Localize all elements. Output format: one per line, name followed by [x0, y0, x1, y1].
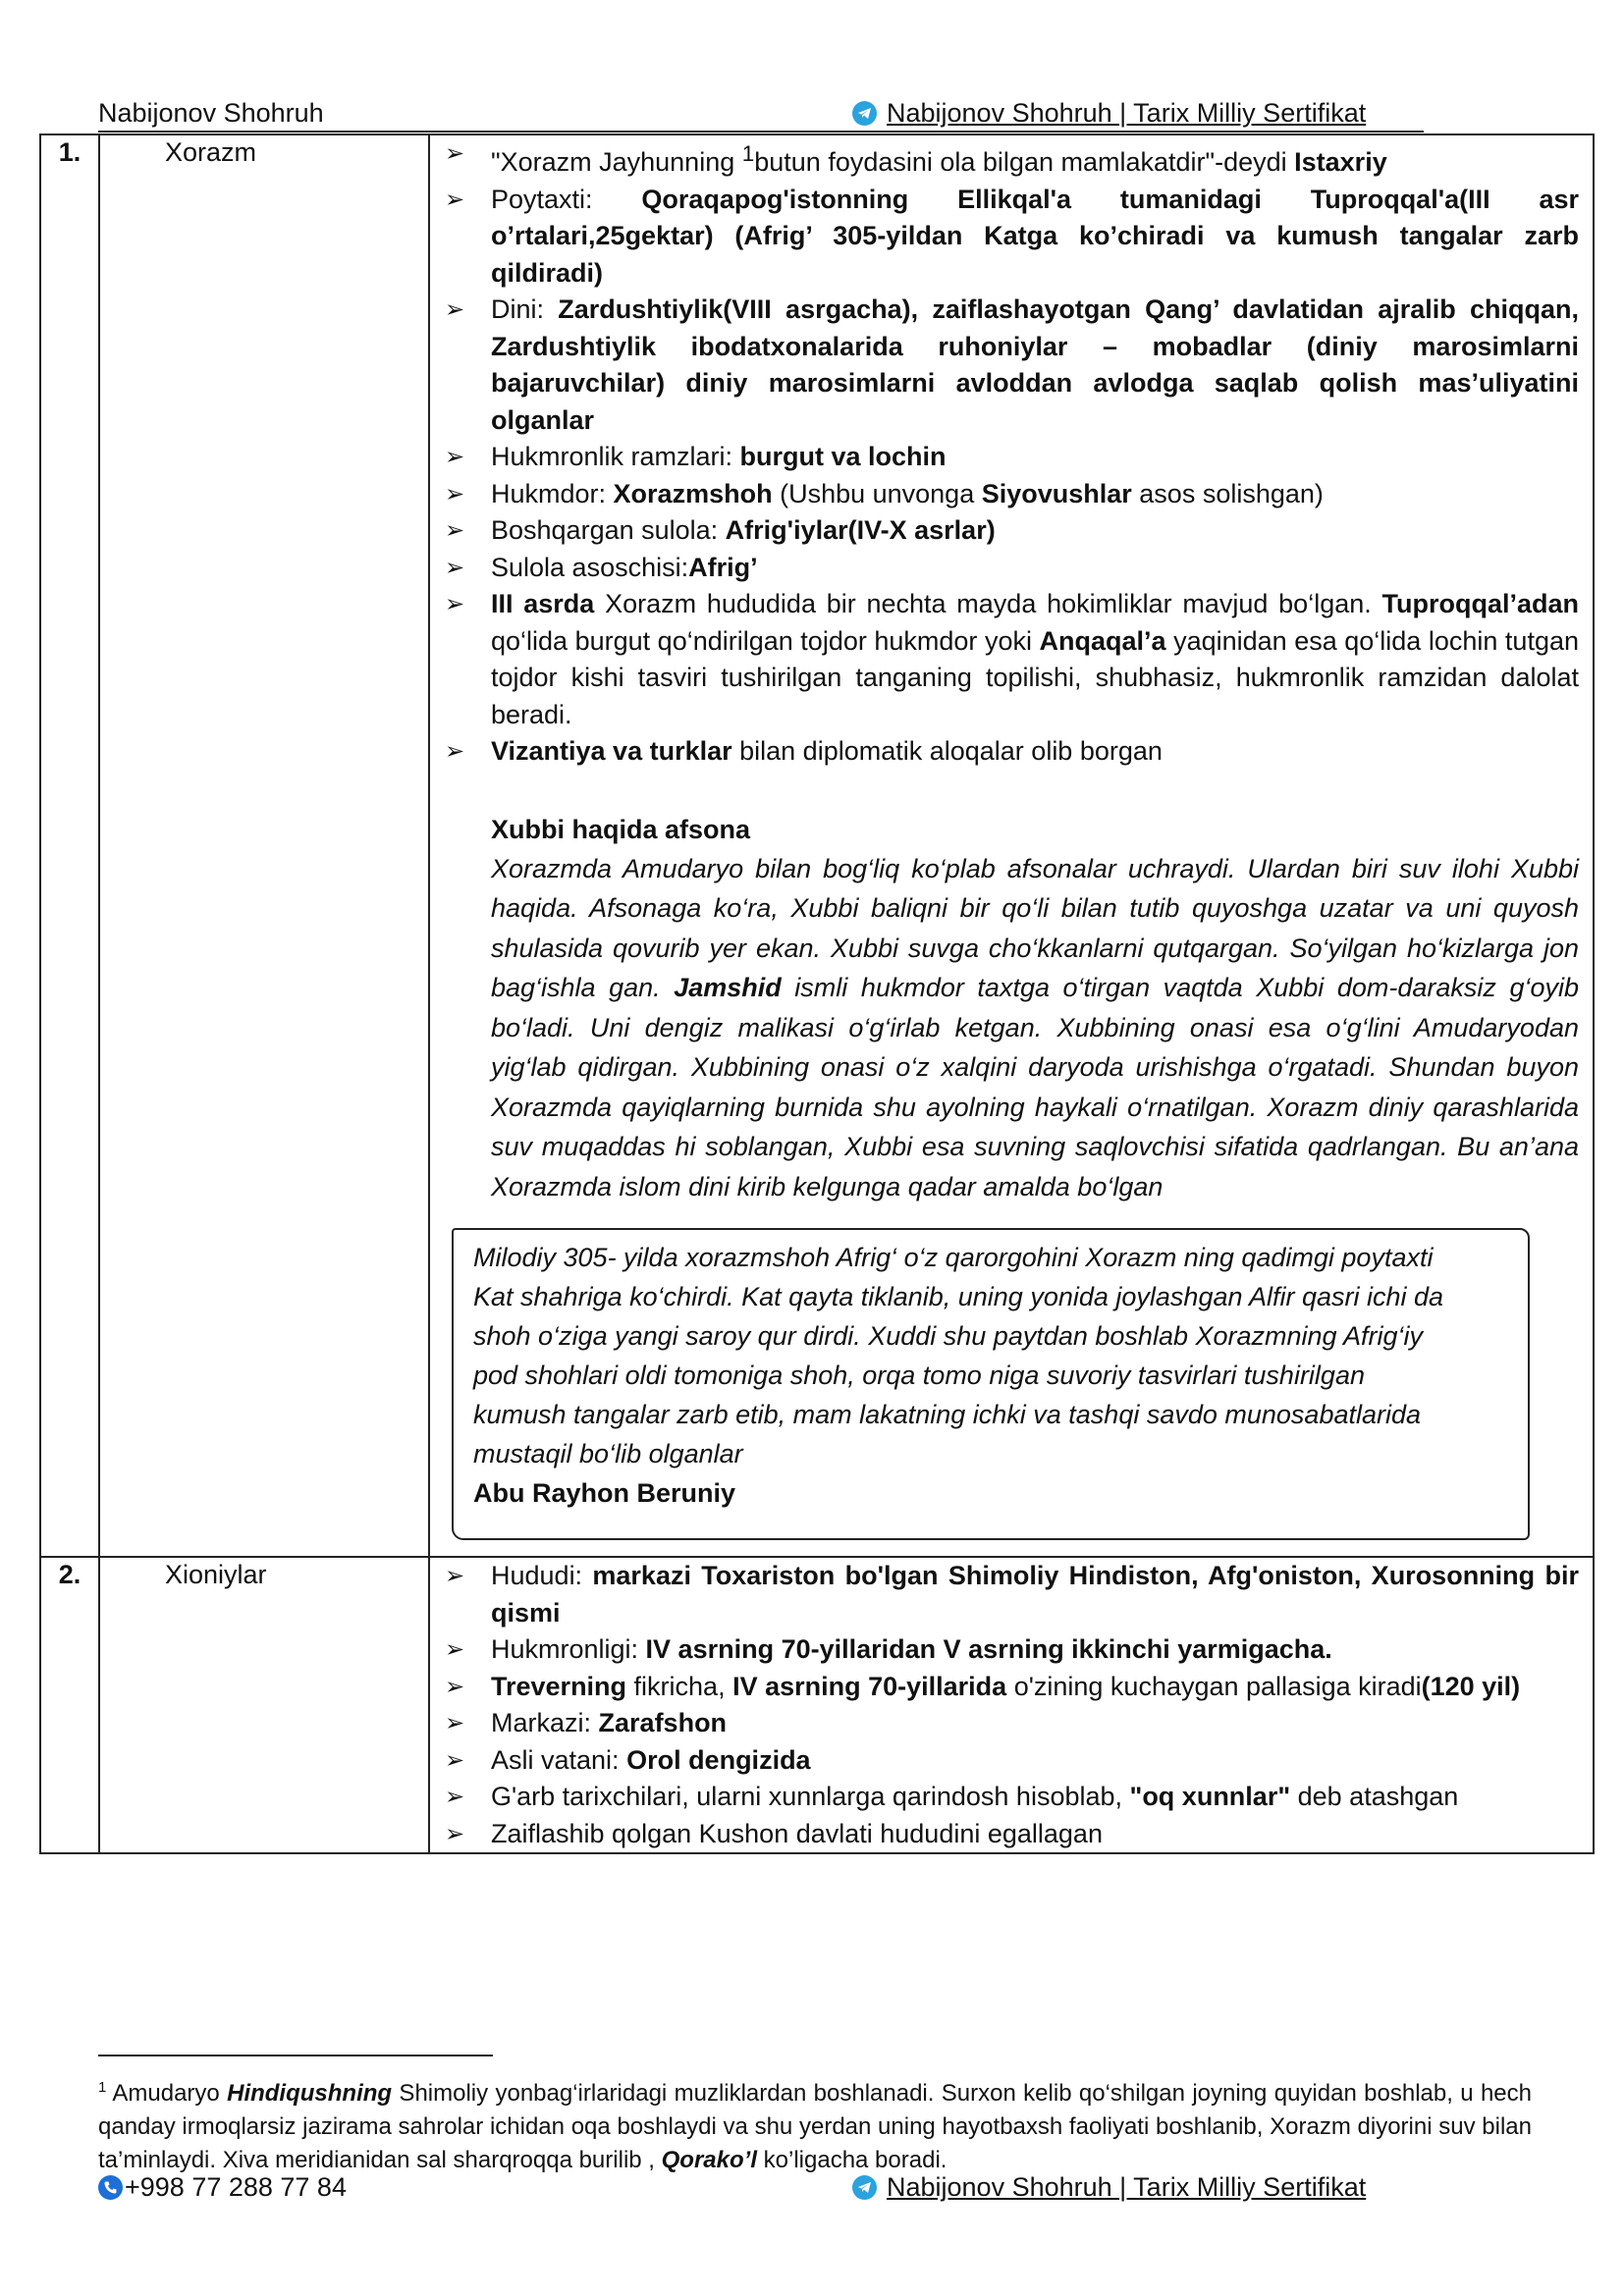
- text-run: ko’ligacha boradi.: [756, 2147, 947, 2173]
- list-item: [440, 512, 1579, 550]
- table-row: [40, 1557, 1594, 1853]
- table-row: [40, 134, 1594, 1557]
- text-run: Afrig'iylar(IV-X asrlar): [725, 515, 996, 545]
- text-run: Jamshid: [674, 973, 782, 1002]
- text-run: 1: [98, 2079, 107, 2096]
- footer-phone[interactable]: [98, 2172, 347, 2203]
- footer-phone-text: +998 77 288 77 84: [125, 2172, 347, 2202]
- list-item: [440, 1779, 1579, 1816]
- list-item: [440, 733, 1579, 771]
- header-channel-text: Nabijonov Shohruh | Tarix Milliy Sertifikat: [887, 98, 1367, 128]
- quote-line: kumush tangalar zarb etib, mam lakatning ichki va tashqi savdo munosabatlarida: [473, 1400, 1422, 1429]
- text-run: Istaxriy: [1294, 147, 1387, 177]
- topics-table: [39, 133, 1595, 1854]
- row-number: 2.: [40, 1557, 99, 1853]
- row-content: [429, 134, 1594, 1557]
- text-run: Hukmronligi:: [491, 1634, 646, 1664]
- header-channel-link[interactable]: [852, 98, 1366, 129]
- list-item: [440, 550, 1579, 587]
- text-run: Siyovushlar: [981, 478, 1132, 508]
- quote-box: [452, 1228, 1530, 1540]
- text-run: Zaiflashib qolgan Kushon davlati hududini egallagan: [491, 1818, 1103, 1848]
- text-run: G'arb tarixchilari, ularni xunnlarga qarindosh hisoblab,: [491, 1782, 1130, 1811]
- row-name: Xorazm: [99, 134, 429, 1557]
- text-run: o'zining kuchaygan pallasiga kiradi: [1006, 1671, 1422, 1701]
- text-run: Hukmdor:: [491, 478, 614, 508]
- text-run: Amudaryo: [106, 2080, 228, 2107]
- text-run: butun foydasini ola bilgan mamlakatdir"-deydi: [754, 147, 1295, 177]
- quote-line: shoh o‘ziga yangi saroy qur dirdi. Xuddi shu paytdan boshlab Xorazmning Afrig‘iy: [473, 1321, 1424, 1351]
- text-run: (Ushbu unvonga: [772, 478, 982, 508]
- list-item: [440, 292, 1579, 439]
- quote-author: Abu Rayhon Beruniy: [473, 1478, 736, 1508]
- quote-line: mustaqil bo‘lib olganlar: [473, 1439, 743, 1468]
- text-run: Hindiqushning: [227, 2080, 393, 2107]
- legend-block: [491, 810, 1579, 1207]
- list-item: [440, 182, 1579, 293]
- row-name: Xioniylar: [99, 1557, 429, 1853]
- text-run: Poytaxti:: [491, 184, 642, 214]
- text-run: Xorazmda Amudaryo bilan bog‘liq ko‘plab afsonalar uchraydi. Ulardan biri suv ilohi Xubbi haqida. Afsonaga ko‘ra, Xubbi baliqni bir qo‘li bilan tutib quyoshga uzatar va uni quyosh shulasida qovurib yer ekan. Xubbi suvga cho‘kkanlarni qutqargan. So‘yilgan ho‘kizlarga jon bag‘ishla gan.: [491, 853, 1579, 1002]
- text-run: Shimoliy yonbag‘irlaridagi muzliklardan boshlanadi. Surxon kelib qo‘shilgan joyning quyidan boshlab, u hech qanday irmoqlarsiz jazirama sahrolar ichidan oqa boshlaydi va shu yerdan uning hayotbaxsh faoliyati boshlanib, Xorazm diyorini suv bilan ta’minlaydi. Xiva meridianidan sal sharqroqqa burilib ,: [98, 2080, 1532, 2173]
- bullet-list: [440, 135, 1579, 771]
- text-run: Anqaqal’a: [1039, 625, 1166, 656]
- list-item: [440, 476, 1579, 513]
- text-run: Tuproqqal’adan: [1381, 589, 1579, 618]
- quote-line: Kat shahriga ko‘chirdi. Kat qayta tiklanib, uning yonida joylashgan Alfir qasri ichi da: [473, 1282, 1444, 1311]
- text-run: qo‘lida burgut qo‘ndirilgan tojdor hukmdor yoki: [491, 625, 1040, 656]
- text-run: Markazi:: [491, 1708, 599, 1737]
- list-item: [440, 586, 1579, 733]
- list-item: [440, 1742, 1579, 1780]
- text-run: Boshqargan sulola:: [491, 515, 726, 545]
- phone-icon: [98, 2175, 123, 2200]
- list-item: [440, 1558, 1579, 1631]
- text-run: ismli hukmdor taxtga o‘tirgan vaqtda Xubbi dom-daraksiz g‘oyib bo‘ladi. Uni dengiz malikasi o‘g‘irlab ketgan. Xubbining onasi esa o‘g‘lini Amudaryodan yig‘lab qidirgan. Xubbining onasi o‘z xalqini daryoda urishishga o‘rgatadi. Shundan buyon Xorazmda qayiqlarning burnida shu ayolning haykali o‘rnatilgan. Xorazm diniy qarashlarida suv muqaddas hi soblangan, Xubbi esa suvning saqlovchisi sifatida qadrlangan. Bu an’ana Xorazmda islom dini kirib kelgunga qadar amalda bo‘lgan: [491, 973, 1579, 1201]
- footnote-rule: [98, 2055, 493, 2056]
- list-item: [440, 1631, 1579, 1669]
- text-run: Treverning: [491, 1671, 627, 1701]
- text-run: Hududi:: [491, 1561, 593, 1590]
- text-run: markazi Toxariston bo'lgan Shimoliy Hindiston, Afg'oniston, Xurosonning bir qismi: [491, 1561, 1579, 1628]
- legend-text: [491, 849, 1579, 1207]
- text-run: "oq xunnlar": [1129, 1782, 1291, 1811]
- text-run: yaqinidan esa qo‘lida lochin tutgan tojdor kishi tasviri tushirilgan tanganing topilishi, shubhasiz, hukmronlik ramzidan dalolat beradi.: [491, 625, 1580, 729]
- row-number: 1.: [40, 134, 99, 1557]
- text-run: Afrig’: [688, 552, 758, 582]
- list-item: [440, 1705, 1579, 1742]
- text-run: Asli vatani:: [491, 1744, 627, 1775]
- text-run: bilan diplomatik aloqalar olib borgan: [731, 736, 1163, 766]
- text-run: Zardushtiylik(VIII asrgacha), zaiflashayotgan Qang’ davlatidan ajralib chiqqan, Zardushtiylik ibodatxonalarida ruhoniylar – mobadlar (diniy marosimlarni bajaruvchilar) diniy marosimlarni avloddan avlodga saqlab qolish mas’uliyatini olganlar: [491, 294, 1580, 435]
- text-run: Qorako’l: [661, 2147, 757, 2173]
- quote-text: [473, 1238, 1508, 1473]
- legend-title: Xubbi haqida afsona: [491, 814, 751, 844]
- text-run: Xorazmshoh: [613, 478, 773, 508]
- telegram-icon: [852, 2175, 877, 2200]
- text-run: Hukmronlik ramzlari:: [491, 442, 740, 471]
- bullet-list: [440, 1558, 1579, 1852]
- list-item: [440, 1669, 1579, 1706]
- text-run: Vizantiya va turklar: [491, 736, 732, 766]
- footnote: [98, 2071, 1532, 2177]
- quote-line: Milodiy 305- yilda xorazmshoh Afrig‘ o‘z qarorgohini Xorazm ning qadimgi poytaxti: [473, 1243, 1434, 1272]
- list-item: [440, 135, 1579, 182]
- text-run: burgut va lochin: [739, 442, 947, 471]
- text-run: Xorazm hududida bir nechta mayda hokimliklar mavjud bo‘lgan.: [594, 589, 1382, 618]
- text-run: 1: [741, 141, 755, 166]
- text-run: fikricha,: [626, 1671, 733, 1701]
- text-run: (120 yil): [1421, 1671, 1521, 1701]
- text-run: deb atashgan: [1290, 1782, 1459, 1811]
- text-run: IV asrning 70-yillarida: [732, 1671, 1007, 1701]
- header-author: Nabijonov Shohruh: [98, 98, 324, 128]
- text-run: Zarafshon: [598, 1708, 728, 1737]
- list-item: [440, 1816, 1579, 1853]
- row-content: [429, 1557, 1594, 1853]
- quote-line: pod shohlari oldi tomoniga shoh, orqa tomo niga suvoriy tasvirlari tushirilgan: [473, 1361, 1365, 1390]
- text-run: IV asrning 70-yillaridan V asrning ikkinchi yarmigacha.: [645, 1634, 1332, 1664]
- text-run: Dini:: [491, 294, 559, 324]
- telegram-icon: [852, 101, 877, 126]
- list-item: [440, 439, 1579, 476]
- text-run: asos solishgan): [1131, 478, 1324, 508]
- text-run: Qoraqapog'istonning Ellikqal'a tumanidagi Tuproqqal'a(III asr o’rtalari,25gektar) (Afrig’ 305-yildan Katga ko’chiradi va kumush tangalar zarb qildiradi): [491, 184, 1579, 288]
- text-run: "Xorazm Jayhunning: [491, 147, 742, 177]
- text-run: Orol dengizida: [626, 1744, 811, 1775]
- header-rule: [98, 131, 1424, 133]
- footer-channel-link[interactable]: [852, 2172, 1366, 2203]
- text-run: III asrda: [491, 589, 595, 618]
- footer-channel-text: Nabijonov Shohruh | Tarix Milliy Sertifikat: [887, 2172, 1367, 2202]
- text-run: Sulola asoschisi:: [491, 552, 689, 582]
